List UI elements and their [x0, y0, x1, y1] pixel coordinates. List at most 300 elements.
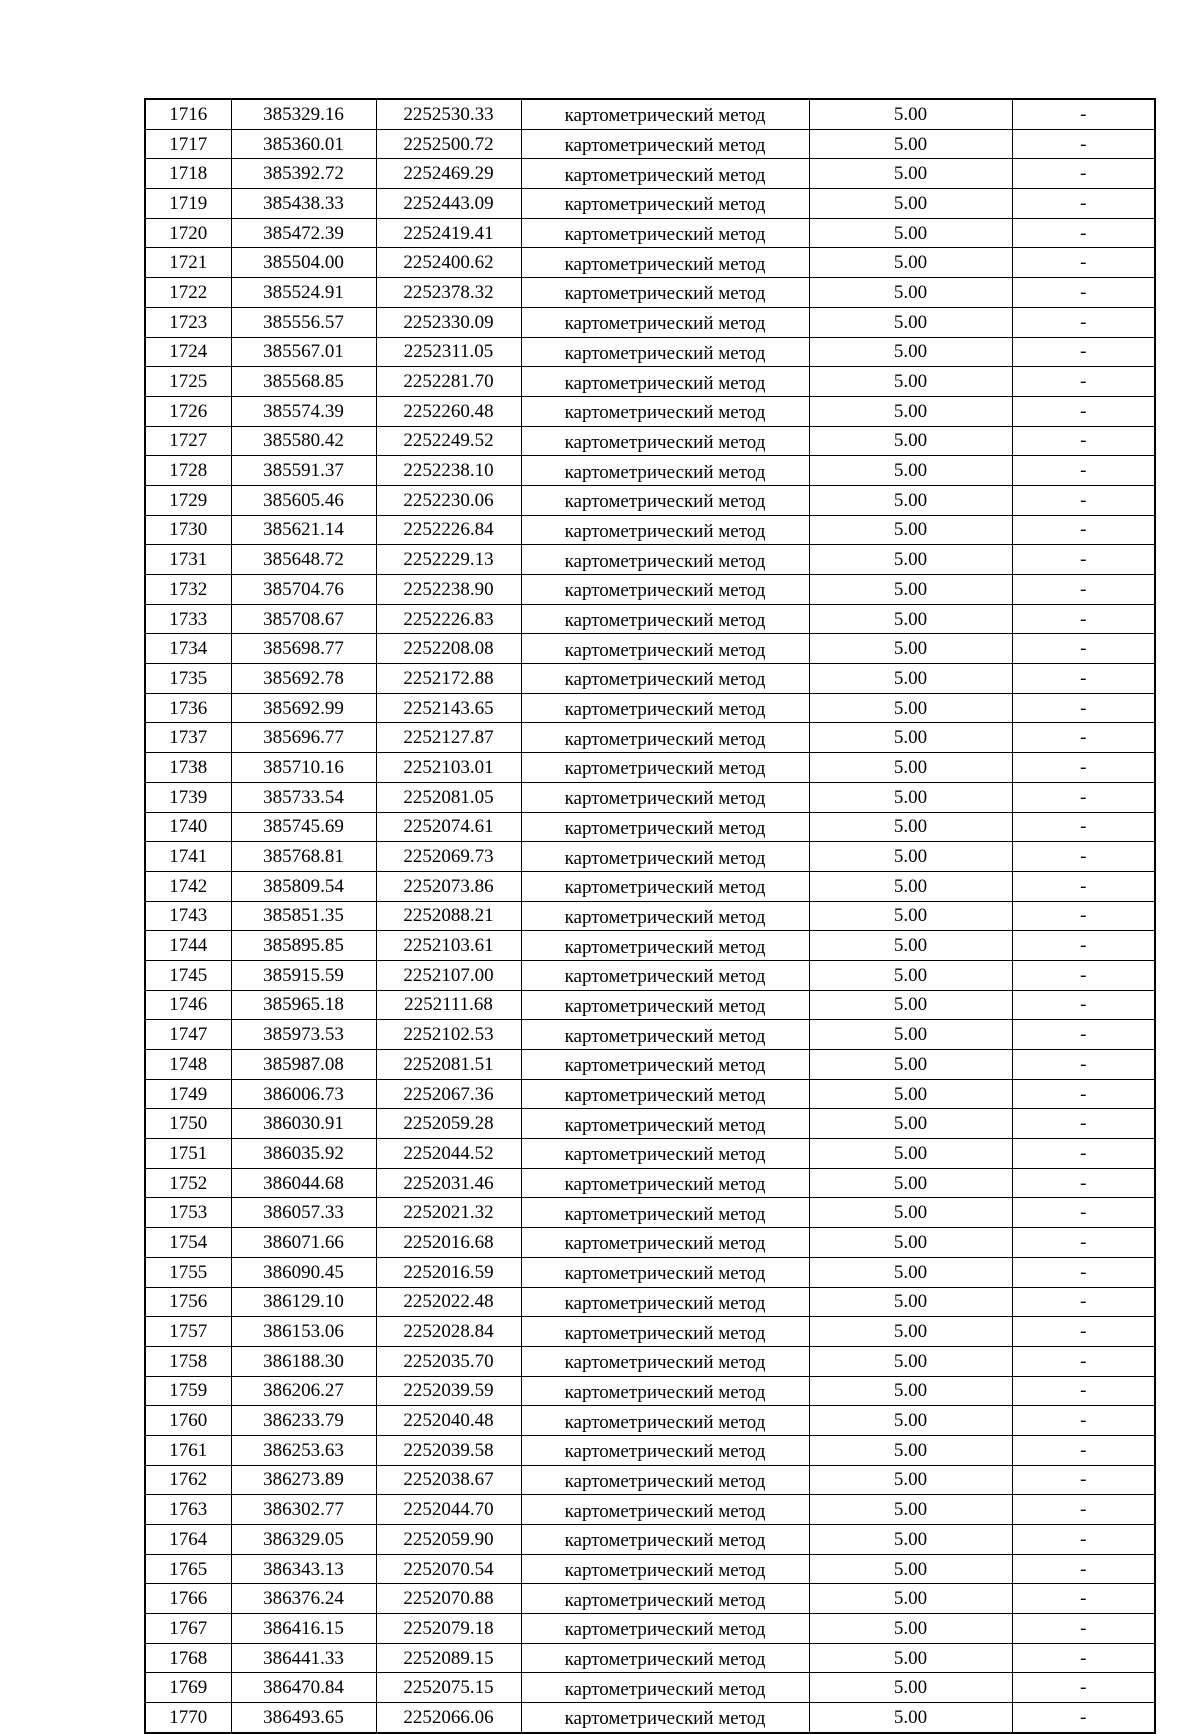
method-cell: картометрический метод	[521, 842, 809, 872]
x-coordinate-cell: 385504.00	[231, 248, 376, 278]
description-cell: -	[1012, 1703, 1155, 1733]
x-coordinate-cell: 386006.73	[231, 1079, 376, 1109]
x-coordinate-cell: 386253.63	[231, 1435, 376, 1465]
y-coordinate-cell: 2252039.59	[376, 1376, 521, 1406]
point-number-cell: 1768	[145, 1643, 231, 1673]
accuracy-cell: 5.00	[809, 1109, 1012, 1139]
method-cell: картометрический метод	[521, 1317, 809, 1347]
method-cell: картометрический метод	[521, 931, 809, 961]
description-cell: -	[1012, 1406, 1155, 1436]
coordinates-table	[144, 98, 1156, 1734]
x-coordinate-cell: 385973.53	[231, 1020, 376, 1050]
y-coordinate-cell: 2252378.32	[376, 278, 521, 308]
description-cell: -	[1012, 396, 1155, 426]
point-number-cell: 1751	[145, 1139, 231, 1169]
description-cell: -	[1012, 1050, 1155, 1080]
y-coordinate-cell: 2252038.67	[376, 1465, 521, 1495]
x-coordinate-cell: 385574.39	[231, 396, 376, 426]
y-coordinate-cell: 2252107.00	[376, 960, 521, 990]
method-cell: картометрический метод	[521, 575, 809, 605]
description-cell: -	[1012, 337, 1155, 367]
y-coordinate-cell: 2252400.62	[376, 248, 521, 278]
x-coordinate-cell: 386090.45	[231, 1257, 376, 1287]
method-cell: картометрический метод	[521, 693, 809, 723]
y-coordinate-cell: 2252088.21	[376, 901, 521, 931]
y-coordinate-cell: 2252079.18	[376, 1614, 521, 1644]
method-cell: картометрический метод	[521, 1257, 809, 1287]
method-cell: картометрический метод	[521, 753, 809, 783]
description-cell: -	[1012, 159, 1155, 189]
table-row	[145, 1228, 1155, 1258]
method-cell: картометрический метод	[521, 1614, 809, 1644]
y-coordinate-cell: 2252143.65	[376, 693, 521, 723]
coordinates-table-body	[145, 99, 1155, 1733]
accuracy-cell: 5.00	[809, 1673, 1012, 1703]
accuracy-cell: 5.00	[809, 1643, 1012, 1673]
accuracy-cell: 5.00	[809, 1168, 1012, 1198]
table-row	[145, 278, 1155, 308]
accuracy-cell: 5.00	[809, 248, 1012, 278]
description-cell: -	[1012, 664, 1155, 694]
description-cell: -	[1012, 753, 1155, 783]
x-coordinate-cell: 386057.33	[231, 1198, 376, 1228]
y-coordinate-cell: 2252081.05	[376, 782, 521, 812]
description-cell: -	[1012, 189, 1155, 219]
y-coordinate-cell: 2252073.86	[376, 871, 521, 901]
x-coordinate-cell: 385915.59	[231, 960, 376, 990]
method-cell: картометрический метод	[521, 1376, 809, 1406]
y-coordinate-cell: 2252103.61	[376, 931, 521, 961]
description-cell: -	[1012, 1317, 1155, 1347]
description-cell: -	[1012, 426, 1155, 456]
method-cell: картометрический метод	[521, 664, 809, 694]
x-coordinate-cell: 385708.67	[231, 604, 376, 634]
point-number-cell: 1748	[145, 1050, 231, 1080]
x-coordinate-cell: 386441.33	[231, 1643, 376, 1673]
point-number-cell: 1752	[145, 1168, 231, 1198]
method-cell: картометрический метод	[521, 871, 809, 901]
accuracy-cell: 5.00	[809, 931, 1012, 961]
description-cell: -	[1012, 575, 1155, 605]
method-cell: картометрический метод	[521, 189, 809, 219]
description-cell: -	[1012, 1465, 1155, 1495]
point-number-cell: 1755	[145, 1257, 231, 1287]
accuracy-cell: 5.00	[809, 960, 1012, 990]
table-row	[145, 99, 1155, 129]
y-coordinate-cell: 2252066.06	[376, 1703, 521, 1733]
table-row	[145, 1495, 1155, 1525]
method-cell: картометрический метод	[521, 1050, 809, 1080]
x-coordinate-cell: 385567.01	[231, 337, 376, 367]
x-coordinate-cell: 385438.33	[231, 189, 376, 219]
x-coordinate-cell: 386302.77	[231, 1495, 376, 1525]
x-coordinate-cell: 385556.57	[231, 307, 376, 337]
x-coordinate-cell: 386188.30	[231, 1346, 376, 1376]
description-cell: -	[1012, 931, 1155, 961]
table-row	[145, 931, 1155, 961]
table-row	[145, 871, 1155, 901]
table-row	[145, 990, 1155, 1020]
table-row	[145, 1406, 1155, 1436]
method-cell: картометрический метод	[521, 1109, 809, 1139]
table-row	[145, 1020, 1155, 1050]
x-coordinate-cell: 385710.16	[231, 753, 376, 783]
method-cell: картометрический метод	[521, 1673, 809, 1703]
table-row	[145, 218, 1155, 248]
point-number-cell: 1753	[145, 1198, 231, 1228]
x-coordinate-cell: 385704.76	[231, 575, 376, 605]
table-row	[145, 1673, 1155, 1703]
accuracy-cell: 5.00	[809, 1525, 1012, 1555]
table-row	[145, 1198, 1155, 1228]
description-cell: -	[1012, 1495, 1155, 1525]
y-coordinate-cell: 2252044.70	[376, 1495, 521, 1525]
x-coordinate-cell: 385621.14	[231, 515, 376, 545]
method-cell: картометрический метод	[521, 960, 809, 990]
description-cell: -	[1012, 367, 1155, 397]
x-coordinate-cell: 386343.13	[231, 1554, 376, 1584]
y-coordinate-cell: 2252022.48	[376, 1287, 521, 1317]
point-number-cell: 1750	[145, 1109, 231, 1139]
accuracy-cell: 5.00	[809, 1406, 1012, 1436]
table-row	[145, 129, 1155, 159]
method-cell: картометрический метод	[521, 1584, 809, 1614]
accuracy-cell: 5.00	[809, 396, 1012, 426]
table-row	[145, 545, 1155, 575]
method-cell: картометрический метод	[521, 1554, 809, 1584]
point-number-cell: 1723	[145, 307, 231, 337]
method-cell: картометрический метод	[521, 812, 809, 842]
point-number-cell: 1718	[145, 159, 231, 189]
description-cell: -	[1012, 1673, 1155, 1703]
accuracy-cell: 5.00	[809, 1495, 1012, 1525]
description-cell: -	[1012, 545, 1155, 575]
y-coordinate-cell: 2252260.48	[376, 396, 521, 426]
method-cell: картометрический метод	[521, 1465, 809, 1495]
point-number-cell: 1737	[145, 723, 231, 753]
point-number-cell: 1756	[145, 1287, 231, 1317]
description-cell: -	[1012, 1139, 1155, 1169]
method-cell: картометрический метод	[521, 634, 809, 664]
method-cell: картометрический метод	[521, 159, 809, 189]
accuracy-cell: 5.00	[809, 782, 1012, 812]
table-row	[145, 456, 1155, 486]
y-coordinate-cell: 2252249.52	[376, 426, 521, 456]
table-row	[145, 1703, 1155, 1733]
description-cell: -	[1012, 1643, 1155, 1673]
accuracy-cell: 5.00	[809, 367, 1012, 397]
x-coordinate-cell: 386233.79	[231, 1406, 376, 1436]
y-coordinate-cell: 2252069.73	[376, 842, 521, 872]
point-number-cell: 1764	[145, 1525, 231, 1555]
y-coordinate-cell: 2252229.13	[376, 545, 521, 575]
description-cell: -	[1012, 1198, 1155, 1228]
method-cell: картометрический метод	[521, 367, 809, 397]
point-number-cell: 1763	[145, 1495, 231, 1525]
point-number-cell: 1747	[145, 1020, 231, 1050]
point-number-cell: 1727	[145, 426, 231, 456]
method-cell: картометрический метод	[521, 218, 809, 248]
point-number-cell: 1770	[145, 1703, 231, 1733]
y-coordinate-cell: 2252044.52	[376, 1139, 521, 1169]
accuracy-cell: 5.00	[809, 426, 1012, 456]
x-coordinate-cell: 385472.39	[231, 218, 376, 248]
point-number-cell: 1740	[145, 812, 231, 842]
y-coordinate-cell: 2252035.70	[376, 1346, 521, 1376]
accuracy-cell: 5.00	[809, 1554, 1012, 1584]
table-row	[145, 1109, 1155, 1139]
table-row	[145, 901, 1155, 931]
accuracy-cell: 5.00	[809, 1198, 1012, 1228]
x-coordinate-cell: 385851.35	[231, 901, 376, 931]
description-cell: -	[1012, 871, 1155, 901]
accuracy-cell: 5.00	[809, 1435, 1012, 1465]
method-cell: картометрический метод	[521, 396, 809, 426]
y-coordinate-cell: 2252208.08	[376, 634, 521, 664]
method-cell: картометрический метод	[521, 1020, 809, 1050]
table-row	[145, 1643, 1155, 1673]
y-coordinate-cell: 2252311.05	[376, 337, 521, 367]
point-number-cell: 1760	[145, 1406, 231, 1436]
table-row	[145, 664, 1155, 694]
point-number-cell: 1741	[145, 842, 231, 872]
x-coordinate-cell: 386044.68	[231, 1168, 376, 1198]
method-cell: картометрический метод	[521, 1228, 809, 1258]
description-cell: -	[1012, 634, 1155, 664]
y-coordinate-cell: 2252530.33	[376, 99, 521, 129]
accuracy-cell: 5.00	[809, 159, 1012, 189]
x-coordinate-cell: 385329.16	[231, 99, 376, 129]
accuracy-cell: 5.00	[809, 1257, 1012, 1287]
x-coordinate-cell: 386493.65	[231, 1703, 376, 1733]
description-cell: -	[1012, 99, 1155, 129]
accuracy-cell: 5.00	[809, 604, 1012, 634]
x-coordinate-cell: 385987.08	[231, 1050, 376, 1080]
table-row	[145, 753, 1155, 783]
x-coordinate-cell: 385745.69	[231, 812, 376, 842]
point-number-cell: 1730	[145, 515, 231, 545]
table-row	[145, 1435, 1155, 1465]
table-row	[145, 307, 1155, 337]
description-cell: -	[1012, 515, 1155, 545]
x-coordinate-cell: 385696.77	[231, 723, 376, 753]
method-cell: картометрический метод	[521, 456, 809, 486]
accuracy-cell: 5.00	[809, 842, 1012, 872]
description-cell: -	[1012, 1554, 1155, 1584]
point-number-cell: 1731	[145, 545, 231, 575]
x-coordinate-cell: 385698.77	[231, 634, 376, 664]
method-cell: картометрический метод	[521, 278, 809, 308]
point-number-cell: 1724	[145, 337, 231, 367]
y-coordinate-cell: 2252040.48	[376, 1406, 521, 1436]
y-coordinate-cell: 2252075.15	[376, 1673, 521, 1703]
x-coordinate-cell: 386376.24	[231, 1584, 376, 1614]
method-cell: картометрический метод	[521, 1435, 809, 1465]
x-coordinate-cell: 385733.54	[231, 782, 376, 812]
method-cell: картометрический метод	[521, 248, 809, 278]
x-coordinate-cell: 385568.85	[231, 367, 376, 397]
y-coordinate-cell: 2252500.72	[376, 129, 521, 159]
point-number-cell: 1732	[145, 575, 231, 605]
accuracy-cell: 5.00	[809, 1346, 1012, 1376]
y-coordinate-cell: 2252016.59	[376, 1257, 521, 1287]
table-row	[145, 1050, 1155, 1080]
y-coordinate-cell: 2252021.32	[376, 1198, 521, 1228]
table-row	[145, 426, 1155, 456]
method-cell: картометрический метод	[521, 1198, 809, 1228]
x-coordinate-cell: 385591.37	[231, 456, 376, 486]
point-number-cell: 1762	[145, 1465, 231, 1495]
y-coordinate-cell: 2252067.36	[376, 1079, 521, 1109]
table-row	[145, 189, 1155, 219]
y-coordinate-cell: 2252031.46	[376, 1168, 521, 1198]
point-number-cell: 1758	[145, 1346, 231, 1376]
table-row	[145, 1614, 1155, 1644]
x-coordinate-cell: 386153.06	[231, 1317, 376, 1347]
description-cell: -	[1012, 901, 1155, 931]
point-number-cell: 1734	[145, 634, 231, 664]
accuracy-cell: 5.00	[809, 1050, 1012, 1080]
point-number-cell: 1721	[145, 248, 231, 278]
table-row	[145, 1465, 1155, 1495]
point-number-cell: 1717	[145, 129, 231, 159]
x-coordinate-cell: 385360.01	[231, 129, 376, 159]
table-row	[145, 723, 1155, 753]
point-number-cell: 1754	[145, 1228, 231, 1258]
accuracy-cell: 5.00	[809, 189, 1012, 219]
accuracy-cell: 5.00	[809, 634, 1012, 664]
y-coordinate-cell: 2252016.68	[376, 1228, 521, 1258]
point-number-cell: 1744	[145, 931, 231, 961]
accuracy-cell: 5.00	[809, 693, 1012, 723]
accuracy-cell: 5.00	[809, 278, 1012, 308]
description-cell: -	[1012, 604, 1155, 634]
description-cell: -	[1012, 1614, 1155, 1644]
accuracy-cell: 5.00	[809, 1584, 1012, 1614]
description-cell: -	[1012, 723, 1155, 753]
point-number-cell: 1769	[145, 1673, 231, 1703]
point-number-cell: 1746	[145, 990, 231, 1020]
y-coordinate-cell: 2252469.29	[376, 159, 521, 189]
table-row	[145, 575, 1155, 605]
x-coordinate-cell: 385524.91	[231, 278, 376, 308]
accuracy-cell: 5.00	[809, 1465, 1012, 1495]
point-number-cell: 1765	[145, 1554, 231, 1584]
accuracy-cell: 5.00	[809, 1079, 1012, 1109]
y-coordinate-cell: 2252111.68	[376, 990, 521, 1020]
x-coordinate-cell: 386273.89	[231, 1465, 376, 1495]
point-number-cell: 1735	[145, 664, 231, 694]
y-coordinate-cell: 2252102.53	[376, 1020, 521, 1050]
accuracy-cell: 5.00	[809, 753, 1012, 783]
table-row	[145, 337, 1155, 367]
point-number-cell: 1738	[145, 753, 231, 783]
point-number-cell: 1742	[145, 871, 231, 901]
method-cell: картометрический метод	[521, 901, 809, 931]
accuracy-cell: 5.00	[809, 1287, 1012, 1317]
accuracy-cell: 5.00	[809, 812, 1012, 842]
accuracy-cell: 5.00	[809, 1317, 1012, 1347]
table-row	[145, 842, 1155, 872]
table-row	[145, 396, 1155, 426]
description-cell: -	[1012, 990, 1155, 1020]
method-cell: картометрический метод	[521, 1346, 809, 1376]
method-cell: картометрический метод	[521, 1525, 809, 1555]
table-row	[145, 693, 1155, 723]
point-number-cell: 1757	[145, 1317, 231, 1347]
x-coordinate-cell: 385692.78	[231, 664, 376, 694]
x-coordinate-cell: 386035.92	[231, 1139, 376, 1169]
y-coordinate-cell: 2252419.41	[376, 218, 521, 248]
accuracy-cell: 5.00	[809, 1376, 1012, 1406]
method-cell: картометрический метод	[521, 782, 809, 812]
y-coordinate-cell: 2252443.09	[376, 189, 521, 219]
x-coordinate-cell: 386470.84	[231, 1673, 376, 1703]
point-number-cell: 1733	[145, 604, 231, 634]
table-row	[145, 1257, 1155, 1287]
point-number-cell: 1728	[145, 456, 231, 486]
description-cell: -	[1012, 278, 1155, 308]
y-coordinate-cell: 2252089.15	[376, 1643, 521, 1673]
y-coordinate-cell: 2252230.06	[376, 485, 521, 515]
accuracy-cell: 5.00	[809, 723, 1012, 753]
description-cell: -	[1012, 1287, 1155, 1317]
description-cell: -	[1012, 1346, 1155, 1376]
table-row	[145, 1317, 1155, 1347]
method-cell: картометрический метод	[521, 307, 809, 337]
description-cell: -	[1012, 1168, 1155, 1198]
y-coordinate-cell: 2252226.84	[376, 515, 521, 545]
point-number-cell: 1749	[145, 1079, 231, 1109]
description-cell: -	[1012, 307, 1155, 337]
x-coordinate-cell: 385580.42	[231, 426, 376, 456]
x-coordinate-cell: 386030.91	[231, 1109, 376, 1139]
point-number-cell: 1720	[145, 218, 231, 248]
accuracy-cell: 5.00	[809, 129, 1012, 159]
accuracy-cell: 5.00	[809, 337, 1012, 367]
y-coordinate-cell: 2252081.51	[376, 1050, 521, 1080]
method-cell: картометрический метод	[521, 426, 809, 456]
method-cell: картометрический метод	[521, 1287, 809, 1317]
accuracy-cell: 5.00	[809, 515, 1012, 545]
x-coordinate-cell: 386329.05	[231, 1525, 376, 1555]
y-coordinate-cell: 2252281.70	[376, 367, 521, 397]
method-cell: картометрический метод	[521, 1643, 809, 1673]
table-row	[145, 1287, 1155, 1317]
description-cell: -	[1012, 218, 1155, 248]
y-coordinate-cell: 2252127.87	[376, 723, 521, 753]
accuracy-cell: 5.00	[809, 871, 1012, 901]
method-cell: картометрический метод	[521, 99, 809, 129]
description-cell: -	[1012, 129, 1155, 159]
y-coordinate-cell: 2252070.88	[376, 1584, 521, 1614]
y-coordinate-cell: 2252059.28	[376, 1109, 521, 1139]
description-cell: -	[1012, 842, 1155, 872]
accuracy-cell: 5.00	[809, 1139, 1012, 1169]
method-cell: картометрический метод	[521, 990, 809, 1020]
x-coordinate-cell: 385692.99	[231, 693, 376, 723]
table-row	[145, 367, 1155, 397]
accuracy-cell: 5.00	[809, 664, 1012, 694]
description-cell: -	[1012, 782, 1155, 812]
method-cell: картометрический метод	[521, 129, 809, 159]
accuracy-cell: 5.00	[809, 575, 1012, 605]
y-coordinate-cell: 2252103.01	[376, 753, 521, 783]
accuracy-cell: 5.00	[809, 99, 1012, 129]
table-row	[145, 1376, 1155, 1406]
table-row	[145, 248, 1155, 278]
point-number-cell: 1719	[145, 189, 231, 219]
